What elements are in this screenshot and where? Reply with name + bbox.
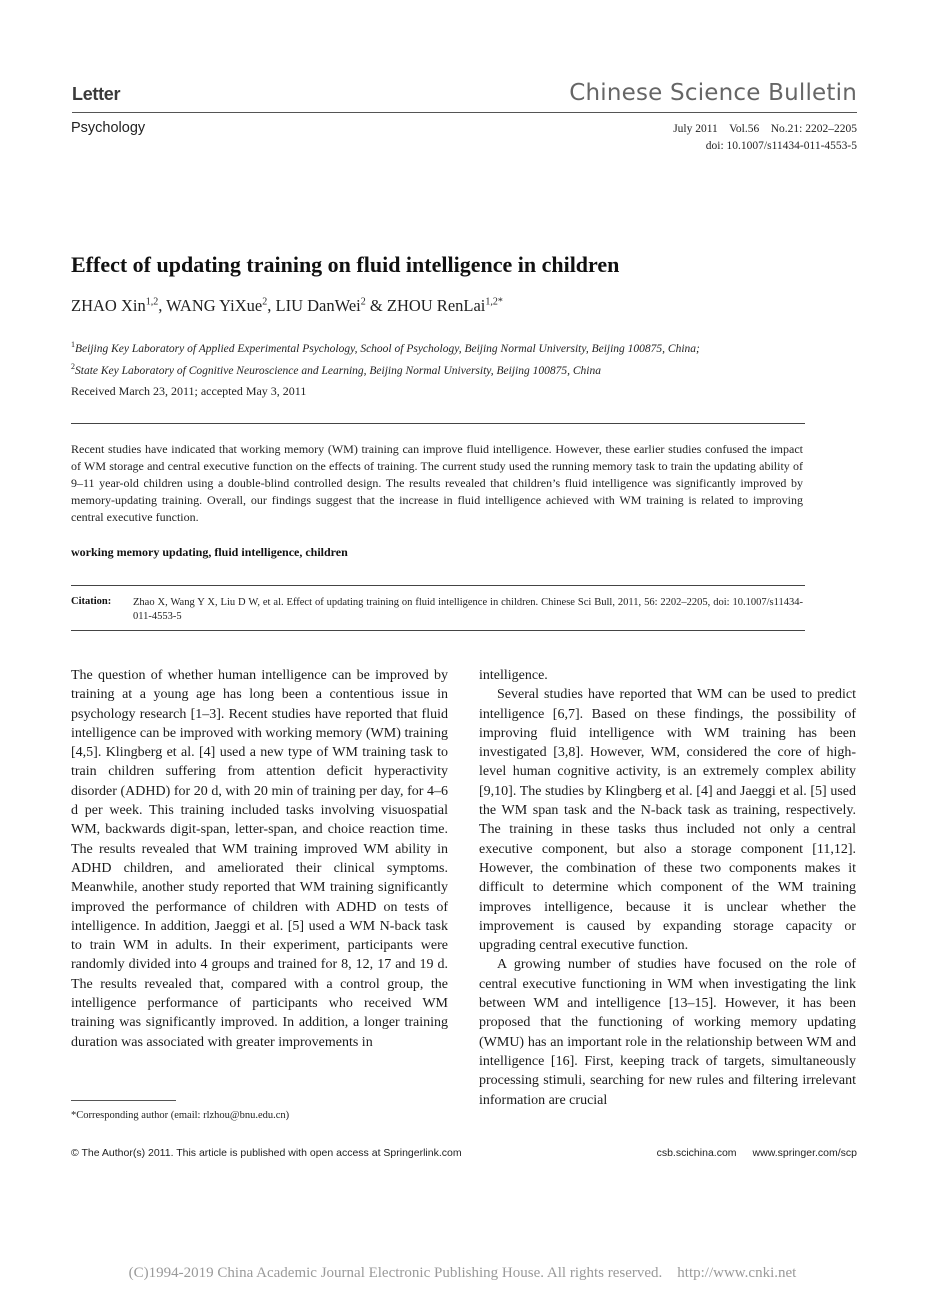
abstract: Recent studies have indicated that working memory (WM) training can improve fluid intelligence. However, these earlier studies confused the impact of WM storage and central executive function on the effects of training. The current study used the running memory task to train the updating ability of 9–11 year-old children using a double-blind controlled design. The results revealed that children’s fluid intelligence was significantly improved by memory-updating training. Overall, our findings suggest that the increase in fluid intelligence achieved with WM training is related to improving central executive function. (71, 442, 803, 524)
body-paragraph: A growing number of studies have focused on the role of central executive functioning in WM when investigating the link between WM and intelligence [13–15]. However, it has been proposed that the functioning of working memory updating (WMU) has an important role in the relationship between WM and intelligence [16]. First, keeping track of targets, simultaneously processing stimuli, searching for new rules and filtering irrelevant information are crucial (479, 957, 856, 1108)
affiliation-line (71, 358, 700, 380)
citation-top-rule (71, 585, 805, 586)
journal-title: Chinese Science Bulletin (569, 80, 857, 106)
author-affiliation-mark: 1,2 (145, 296, 159, 308)
author-name: LIU DanWei (275, 296, 361, 315)
affiliation-text: Beijing Key Laboratory of Applied Experimental Psychology, School of Psychology, Beijing Normal University, Beijing 100875, China; (75, 342, 700, 355)
affiliations (71, 336, 700, 380)
affiliation-line (71, 336, 700, 358)
affiliation-text: State Key Laboratory of Cognitive Neuroscience and Learning, Beijing Normal University, Beijing 100875, China (75, 364, 601, 377)
author-separator: & (365, 296, 387, 315)
affiliation-number: 2 (71, 361, 75, 371)
body-left-column (71, 666, 448, 1052)
author-affiliation-mark: 1,2* (485, 296, 503, 308)
issue-info: July 2011 Vol.56 No.21: 2202–2205 (673, 123, 857, 135)
article-title: Effect of updating training on fluid intelligence in children (71, 252, 620, 277)
subject-label: Psychology (71, 120, 146, 136)
keywords: working memory updating, fluid intelligence, children (71, 545, 348, 559)
body-paragraph: The question of whether human intelligence can be improved by training at a young age has long been a contentious issue in psychology research [1–3]. Recent studies have reported that fluid intelligence can be improved with working memory (WM) training [4,5]. Klingberg et al. [4] used a new type of WM training task to train children suffering from attention deficit hyperactivity disorder (ADHD) for 20 d, with 20 min of training per day, for 4–6 d per week. This training included tasks involving visuospatial WM, backwards digit-span, letter-span, and choice reaction time. The results revealed that WM training improved WM ability in ADHD children, and ameliorated their clinical symptoms. Meanwhile, another study reported that WM training significantly improved the performance of children with ADHD on tests of intelligence. In addition, Jaeggi et al. [5] used a WM N-back task to train WM in adults. In their experiment, participants were randomly divided into 4 groups and trained for 8, 12, 17 and 19 d. The results revealed that, compared with a control group, the intelligence performance of participants who received WM training was significantly improved. In addition, a longer training duration was associated with greater improvements in (71, 668, 448, 1050)
body-paragraph: intelligence. (479, 668, 548, 683)
author-name: ZHOU RenLai (386, 296, 486, 315)
footnote-rule (71, 1100, 176, 1101)
author-list (71, 296, 503, 316)
corresponding-author-note: *Corresponding author (email: rlzhou@bnu.edu.cn) (71, 1110, 290, 1121)
author-separator: , (267, 296, 276, 315)
abstract-top-rule (71, 423, 805, 424)
author-separator: , (158, 296, 167, 315)
body-right-column (479, 666, 856, 1110)
author-affiliation-mark: 2 (360, 296, 366, 308)
header-rule (72, 112, 857, 113)
footer-links (641, 1147, 857, 1159)
author-name: ZHAO Xin (71, 296, 146, 315)
license-note: © The Author(s) 2011. This article is published with open access at Springerlink.com (71, 1147, 462, 1159)
doi: doi: 10.1007/s11434-011-4553-5 (705, 140, 857, 152)
body-paragraph: Several studies have reported that WM can be used to predict intelligence [6,7]. Based on these findings, the possibility of improving fluid intelligence with WM training has been investigated [3,8]. However, WM, considered the core of high-level human cognitive activity, is an extremely complex ability [9,10]. The studies by Klingberg et al. [4] and Jaeggi et al. [5] used the WM span task and the N-back task as training, respectively. The training in these tasks thus included not only a central executive component, but also a storage component [11,12]. However, the combination of these two components makes it difficult to determine which component of the WM training improves intelligence, because it is unclear whether the improvement is caused by expanding storage capacity or upgrading central executive function. (479, 687, 856, 954)
section-tag: Letter (72, 84, 121, 104)
affiliation-number: 1 (71, 340, 75, 349)
publication-info (673, 121, 857, 155)
cnki-watermark: (C)1994-2019 China Academic Journal Electronic Publishing House. All rights reserved. http://www.cnki.net (128, 1265, 797, 1281)
author-name: WANG YiXue (166, 296, 263, 315)
citation-label: Citation: (71, 596, 112, 607)
citation-text: Zhao X, Wang Y X, Liu D W, et al. Effect of updating training on fluid intelligence in children. Chinese Sci Bull, 2011, 56: 2202–2205, doi: 10.1007/s11434- 011-4553-5 (133, 597, 803, 622)
footer-link-springer[interactable]: www.springer.com/scp (752, 1147, 857, 1159)
footer-link-journal-site[interactable]: csb.scichina.com (656, 1147, 737, 1159)
citation-bottom-rule (71, 630, 805, 631)
author-affiliation-mark: 2 (262, 296, 268, 308)
received-date: Received March 23, 2011; accepted May 3, 2011 (71, 384, 307, 398)
